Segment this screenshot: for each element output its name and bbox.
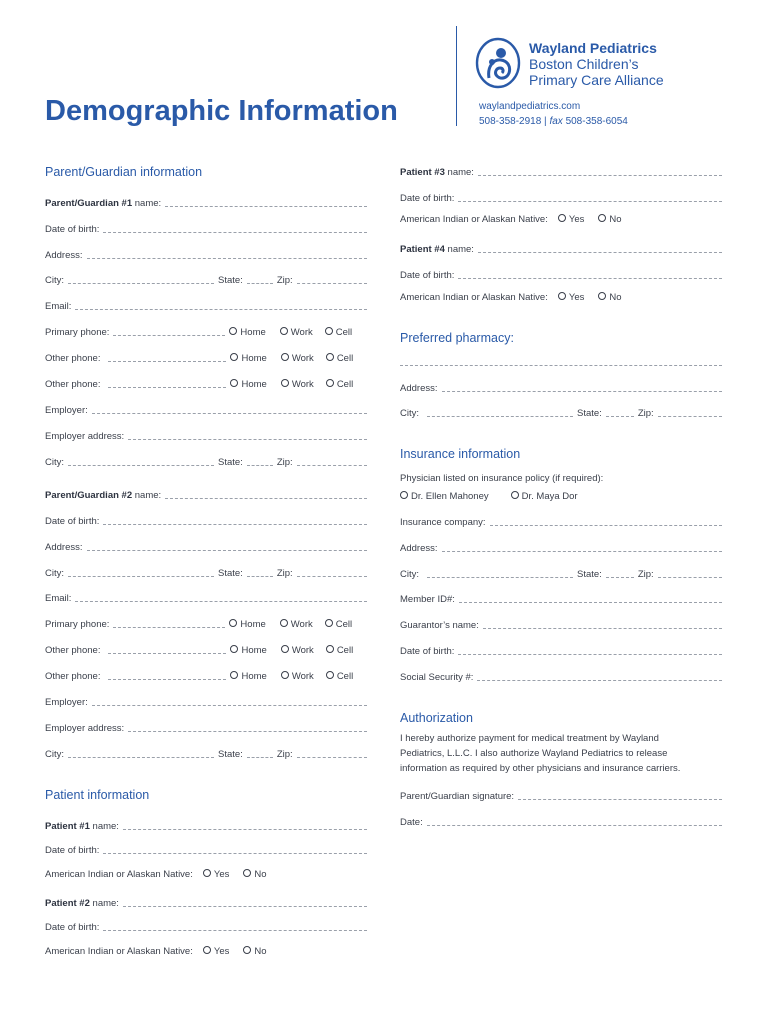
native-label: American Indian or Alaskan Native:: [400, 292, 548, 303]
pg1-name-row: [45, 196, 367, 209]
pg2-city-field[interactable]: [68, 576, 214, 577]
city-label: City:: [400, 569, 419, 580]
authorization-section-heading: Authorization: [400, 711, 473, 725]
pg1-employer-city-row: [45, 455, 367, 468]
other-phone-label: Other phone:: [45, 353, 101, 364]
city-label: City:: [400, 408, 419, 419]
pg1-employer-field[interactable]: [92, 413, 367, 414]
work-checkbox[interactable]: Work: [281, 671, 314, 682]
member-id-label: Member ID#:: [400, 594, 455, 605]
pg1-employer-address-field[interactable]: [128, 439, 367, 440]
pharmacy-state-field[interactable]: [606, 416, 634, 417]
pg2-employer-city-row: [45, 747, 367, 760]
dob-label: Date of birth:: [45, 516, 100, 527]
city-label: City:: [45, 457, 64, 468]
email-label: Email:: [45, 301, 72, 312]
pharmacy-zip-field[interactable]: [658, 416, 722, 417]
zip-label: Zip:: [276, 275, 293, 286]
cell-checkbox[interactable]: Cell: [325, 619, 352, 630]
work-checkbox[interactable]: Work: [281, 353, 314, 364]
pg2-dob-row: [45, 514, 367, 527]
patient3-name-field[interactable]: [478, 175, 722, 176]
pharmacy-address-row: [400, 381, 722, 394]
patient1-native-row: [45, 867, 367, 880]
patient2-native-row: [45, 944, 367, 957]
authorization-line: I hereby authorize payment for medical treatment by Wayland: [400, 733, 659, 744]
patient4-dob-row: [400, 268, 722, 281]
dob-label: Date of birth:: [45, 922, 100, 933]
email-label: Email:: [45, 593, 72, 604]
work-checkbox[interactable]: Work: [281, 645, 314, 656]
address-label: Address:: [400, 383, 438, 394]
pg2-employer-row: [45, 695, 367, 708]
pg2-zip-field[interactable]: [297, 576, 367, 577]
pg1-employer-zip-field[interactable]: [297, 465, 367, 466]
pg1-label: Parent/Guardian #1 name:: [45, 198, 162, 209]
pg2-employer-city-field[interactable]: [68, 757, 214, 758]
pg1-address-row: [45, 248, 367, 261]
zip-label: Zip:: [276, 457, 293, 468]
pg2-employer-state-field[interactable]: [247, 757, 273, 758]
native-label: American Indian or Alaskan Native:: [45, 946, 193, 957]
dob-label: Date of birth:: [45, 224, 100, 235]
insurance-state-field[interactable]: [606, 577, 634, 578]
pg1-name-field[interactable]: [165, 206, 367, 207]
guarantor-name-field[interactable]: [483, 628, 722, 629]
zip-label: Zip:: [276, 568, 293, 579]
address-label: Address:: [45, 542, 83, 553]
pharmacy-city-row: [400, 406, 722, 419]
pg2-other-phone-field-1[interactable]: [108, 653, 226, 654]
insurance-company-field[interactable]: [490, 525, 722, 526]
insurance-address-field[interactable]: [442, 551, 723, 552]
patient2-dob-row: [45, 920, 367, 933]
employer-label: Employer:: [45, 405, 88, 416]
other-phone-label: Other phone:: [45, 379, 101, 390]
address-label: Address:: [45, 250, 83, 261]
pharmacy-name-row: [400, 355, 722, 368]
ssn-label: Social Security #:: [400, 672, 474, 683]
home-checkbox[interactable]: Home: [230, 353, 266, 364]
pg1-email-row: [45, 299, 367, 312]
patient1-name-field[interactable]: [123, 829, 367, 830]
cell-checkbox[interactable]: Cell: [326, 353, 353, 364]
insurance-zip-field[interactable]: [658, 577, 722, 578]
pg2-employer-address-field[interactable]: [128, 731, 367, 732]
pg1-other-phone-row-2: [45, 377, 367, 390]
patient3-name-row: [400, 165, 722, 178]
state-label: State:: [218, 568, 243, 579]
no-checkbox[interactable]: No: [243, 869, 266, 880]
pg2-dob-field[interactable]: [103, 524, 367, 525]
signature-date-field[interactable]: [427, 825, 722, 826]
yes-checkbox[interactable]: Yes: [203, 869, 230, 880]
pg2-primary-phone-field[interactable]: [113, 627, 225, 628]
state-label: State:: [577, 408, 602, 419]
no-checkbox[interactable]: No: [598, 292, 621, 303]
pg2-city-row: [45, 566, 367, 579]
yes-checkbox[interactable]: Yes: [558, 292, 585, 303]
pg1-city-field[interactable]: [68, 283, 214, 284]
authorization-line: Pediatrics, L.L.C. I also authorize Wayland Pediatrics to release: [400, 748, 668, 759]
pg1-employer-state-field[interactable]: [247, 465, 273, 466]
patient2-name-field[interactable]: [123, 906, 367, 907]
dob-label: Date of birth:: [400, 646, 455, 657]
brand-line-2: Boston Children’s: [529, 56, 639, 72]
pg1-dob-field[interactable]: [103, 232, 367, 233]
pg2-other-phone-row-2: [45, 669, 367, 682]
pg2-name-row: [45, 488, 367, 501]
dob-label: Date of birth:: [400, 193, 455, 204]
other-phone-label: Other phone:: [45, 671, 101, 682]
work-checkbox[interactable]: Work: [280, 619, 313, 630]
patient4-name-field[interactable]: [478, 252, 722, 253]
phone-number: 508-358-2918: [479, 116, 542, 127]
cell-checkbox[interactable]: Cell: [325, 327, 352, 338]
physician-listed-label: Physician listed on insurance policy (if required):: [400, 473, 604, 484]
primary-phone-label: Primary phone:: [45, 619, 110, 630]
pg2-address-row: [45, 540, 367, 553]
home-checkbox[interactable]: Home: [230, 379, 266, 390]
insurance-city-row: [400, 567, 722, 580]
pg2-primary-phone-row: [45, 617, 367, 630]
member-id-row: [400, 592, 722, 605]
patient2-name-row: [45, 896, 367, 909]
work-checkbox[interactable]: Work: [281, 379, 314, 390]
patient1-dob-row: [45, 843, 367, 856]
insurance-address-row: [400, 541, 722, 554]
wayland-pediatrics-logo-icon: [474, 36, 528, 90]
brand-line-3: Primary Care Alliance: [529, 72, 664, 88]
pharmacy-section-heading: Preferred pharmacy:: [400, 331, 514, 345]
pg2-other-phone-field-2[interactable]: [108, 679, 226, 680]
pg2-employer-zip-field[interactable]: [297, 757, 367, 758]
pharmacy-city-field[interactable]: [427, 416, 573, 417]
pg1-zip-field[interactable]: [297, 283, 367, 284]
guarantor-name-label: Guarantor’s name:: [400, 620, 479, 631]
pg1-dob-row: [45, 222, 367, 235]
zip-label: Zip:: [637, 569, 654, 580]
member-id-field[interactable]: [459, 602, 722, 603]
other-phone-label: Other phone:: [45, 645, 101, 656]
work-checkbox[interactable]: Work: [280, 327, 313, 338]
state-label: State:: [218, 749, 243, 760]
physician-maya-dor-checkbox[interactable]: Dr. Maya Dor: [511, 491, 578, 502]
pharmacy-address-field[interactable]: [442, 391, 723, 392]
pg2-email-row: [45, 591, 367, 604]
patient3-label: Patient #3 name:: [400, 167, 474, 178]
home-checkbox[interactable]: Home: [230, 671, 266, 682]
authorization-text: [400, 731, 680, 776]
cell-checkbox[interactable]: Cell: [326, 379, 353, 390]
pg1-address-field[interactable]: [87, 258, 368, 259]
pg2-employer-address-row: [45, 721, 367, 734]
pg1-employer-city-field[interactable]: [68, 465, 214, 466]
patient4-native-row: [400, 290, 722, 303]
pg2-other-phone-row-1: [45, 643, 367, 656]
pg1-other-phone-field-1[interactable]: [108, 361, 226, 362]
physician-ellen-mahoney-checkbox[interactable]: Dr. Ellen Mahoney: [400, 491, 489, 502]
state-label: State:: [218, 457, 243, 468]
patient4-dob-field[interactable]: [458, 278, 722, 279]
signature-field[interactable]: [518, 799, 722, 800]
dob-label: Date of birth:: [45, 845, 100, 856]
pg1-state-field[interactable]: [247, 283, 273, 284]
pharmacy-name-field[interactable]: [400, 365, 722, 366]
fax-label: fax: [549, 116, 563, 127]
patient4-label: Patient #4 name:: [400, 244, 474, 255]
authorization-line: information as required by other physicians and insurance carriers.: [400, 763, 681, 774]
header-divider: [456, 26, 457, 126]
insurance-section-heading: Insurance information: [400, 447, 521, 461]
pg1-primary-phone-row: [45, 325, 367, 338]
brand-name: Wayland Pediatrics: [529, 40, 657, 56]
home-checkbox[interactable]: Home: [230, 645, 266, 656]
yes-checkbox[interactable]: Yes: [558, 214, 585, 225]
no-checkbox[interactable]: No: [598, 214, 621, 225]
fax-number: 508-358-6054: [565, 116, 628, 127]
cell-checkbox[interactable]: Cell: [326, 645, 353, 656]
ssn-field[interactable]: [477, 680, 722, 681]
guarantor-name-row: [400, 618, 722, 631]
state-label: State:: [577, 569, 602, 580]
city-label: City:: [45, 275, 64, 286]
patient3-dob-row: [400, 191, 722, 204]
signature-row: [400, 789, 722, 802]
patient2-dob-field[interactable]: [103, 930, 367, 931]
employer-address-label: Employer address:: [45, 431, 125, 442]
pg1-primary-phone-field[interactable]: [113, 335, 225, 336]
pg1-employer-address-row: [45, 429, 367, 442]
patient4-name-row: [400, 242, 722, 255]
insurance-company-label: Insurance company:: [400, 517, 486, 528]
insurance-company-row: [400, 515, 722, 528]
pg2-employer-field[interactable]: [92, 705, 367, 706]
insurance-city-field[interactable]: [427, 577, 573, 578]
pg1-other-phone-row-1: [45, 351, 367, 364]
date-label: Date:: [400, 817, 423, 828]
pg2-label: Parent/Guardian #2 name:: [45, 490, 162, 501]
patient3-dob-field[interactable]: [458, 201, 722, 202]
pg1-employer-row: [45, 403, 367, 416]
pg2-email-field[interactable]: [75, 601, 367, 602]
zip-label: Zip:: [637, 408, 654, 419]
guarantor-dob-field[interactable]: [458, 654, 722, 655]
patient1-dob-field[interactable]: [103, 853, 367, 854]
pg1-city-row: [45, 273, 367, 286]
city-label: City:: [45, 568, 64, 579]
patient1-name-row: [45, 819, 367, 832]
yes-checkbox[interactable]: Yes: [203, 946, 230, 957]
patient1-label: Patient #1 name:: [45, 821, 119, 832]
physician-listed-row: [400, 471, 722, 484]
pg2-address-field[interactable]: [87, 550, 368, 551]
physician-options-row: [400, 489, 722, 502]
parent-guardian-section-heading: Parent/Guardian information: [45, 165, 203, 179]
pg2-state-field[interactable]: [247, 576, 273, 577]
city-label: City:: [45, 749, 64, 760]
patient3-native-row: [400, 212, 722, 225]
native-label: American Indian or Alaskan Native:: [400, 214, 548, 225]
no-checkbox[interactable]: No: [243, 946, 266, 957]
state-label: State:: [218, 275, 243, 286]
signature-date-row: [400, 815, 722, 828]
employer-address-label: Employer address:: [45, 723, 125, 734]
home-checkbox[interactable]: Home: [229, 619, 265, 630]
pg1-email-field[interactable]: [75, 309, 367, 310]
signature-label: Parent/Guardian signature:: [400, 791, 515, 802]
dob-label: Date of birth:: [400, 270, 455, 281]
primary-phone-label: Primary phone:: [45, 327, 110, 338]
guarantor-dob-row: [400, 644, 722, 657]
home-checkbox[interactable]: Home: [229, 327, 265, 338]
contact-phone-line: 508-358-2918 | fax 508-358-6054: [479, 116, 628, 127]
website-link[interactable]: waylandpediatrics.com: [479, 101, 581, 112]
ssn-row: [400, 670, 722, 683]
employer-label: Employer:: [45, 697, 88, 708]
patient-section-heading: Patient information: [45, 788, 150, 802]
address-label: Address:: [400, 543, 438, 554]
page-title: Demographic Information: [45, 95, 398, 127]
zip-label: Zip:: [276, 749, 293, 760]
native-label: American Indian or Alaskan Native:: [45, 869, 193, 880]
pg1-other-phone-field-2[interactable]: [108, 387, 226, 388]
patient2-label: Patient #2 name:: [45, 898, 119, 909]
pg2-name-field[interactable]: [165, 498, 367, 499]
cell-checkbox[interactable]: Cell: [326, 671, 353, 682]
